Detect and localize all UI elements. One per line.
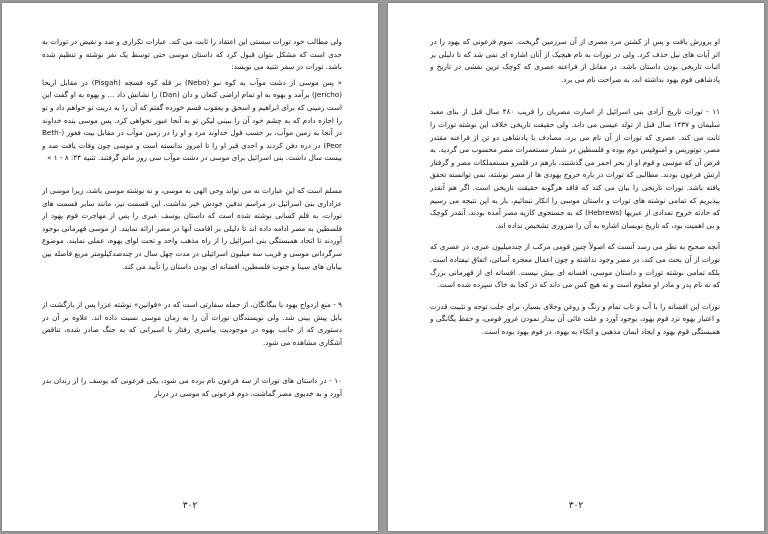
right-page-content: [430, 36, 720, 491]
paragraph: ولی مطالب خود تورات سستی این اعتقاد را ثابت می کند. عبارات تکراری و ضد و نقیض در تورات به حدی است که مشکل بتوان قبول کرد که داستان موسی حتی توسط یک نفر نوشته و تنظیم شده باشد. تورات در سفر تثنیه می نویسد:: [42, 37, 342, 72]
page-number: ۳۰۲: [182, 501, 198, 511]
paragraph: مسلم است که این عبارات نه می تواند وحی الهی به موسی، و نه نوشته موسی باشد، زیرا موسی از عزاداری بنی اسرائیل در مراسم تدفین خودش خبر نداشت. این قسمت نیز، مانند سایر قسمت های تورات، به قلم کسانی نوشته شده است که داستان یوسف عبری را پس از مهاجرت قوم یهود از فلسطین به مصر ادامه داده اند تا دلیلی بر اقامت آنها در مصر ارائه نمایند. از موسی قهرمانی بوجود آوردند تا اتحاد همبستگی بنی اسرائیل را از راه مذهب واحد و تحت لوای یهوه، عملی نمایند. موضوع سرگردانی موسی و قریب سه میلیون اسرائیلی در مدت چهل سال در چندصدکیلومتر مربع فاصله بین بیابان های سینا و جنوب فلسطین، افسانه ای بودن داستان را تأیید می کند.: [42, 185, 342, 271]
paragraph: « پس موسی از دشت موآب به کوه نبو (Nebo) بر قله کوه فسجه (Pisgah) در مقابل اریحا (Jericho) برآمد و یهوه به او تمام اراضی کنعان و دان (Dan) را نشانش داد ... و یهوه به او گفت این است زمینی که برای ابراهیم و اسحق و یعقوب قسم خورده گفتم که آن را به ذریت تو خواهم داد و تو را اجازه دادم که به چشم خود آن را ببینی لیکن تو به آنجا عبور نخواهی کرد. پس موسی بنده خداوند در آنجا به زمین موآب، بر حسب قول خداوند مرد و او را در زمین موآب در مقابل بیت فغور (Beth-Peor) در دره دفن کردند و احدی قبر او را تا امروز ندانسته است و موسی چون وفات یافت صد و بیست سال داشت. بنی اسرائیل برای موسی در دشت موآب سی روز ماتم گرفتند. تثنیه ۳۴: ۸ - ۱ »: [42, 77, 342, 163]
paragraph: آنچه صحیح به نظر می رسد آنست که اصولاً چنین قومی مرکب از چندمیلیون عبری، در عصری که تورات از آن بحث می کند، در مصر وجود نداشته و چون اعمال معجزه آسائی، اتفاق نیفتاده است. بلکه تمامی نوشته تورات و داستان موسی، افسانه ای بیش نیست. افسانه ای از قهرمانی بزرگ که نه نام پدر و مادر او معلوم است و نه هیچ کس می داند که در کجا به خاک سپرده شده است.: [430, 242, 720, 290]
page-number: ۳۰۲: [568, 501, 584, 511]
paragraph: ۱۱ - تورات تاریخ آزادی بنی اسرائیل از اسارت مصریان را قریب ۴۸۰ سال قبل از بنای معبد سلیمان و ۱۴۳۷ سال قبل از تولد عیسی می داند. ولی حقیقت تاریخی خلاف این نوشته تورات را ثابت می کند. عصری که تورات از آن نام می برد، مصادف با پادشاهی دو تن از فراعنه مقتدر مصر، توتوریس و امنوفیس دوم بوده و فلسطین در شمار مستعمرات مصر محسوب می گردید. به فرض آن که موسی و قوم او از بحر احمر می گذشتند، بازهم در قلمرو مستعملکات مصر و گرفتار ارتش فرعون بودند. مطالبی که تورات در باره خروج یهودی ها از مصر نوشته، نمی توانسته تحقق یافته باشد. تورات تاریخی را بیان می کند که فاقد هرگونه حقیقت تاریخی است. اگر هم آنقدر بپذیریم که تمامی نوشته های تورات و داستان موسی را انکار ننمائیم، باز به این نتیجه می رسیم که حادثه خروج تعدادی از عبریها (Hebrews) که به جستجوی کاریه مصر آمده بودند، آنقدر کوچک و بی اهمیت بود، که تاریخ نویسان اشاره به آن را ضروری تشخیص نداده اند.: [430, 107, 720, 230]
paragraph: ۱۰ - در داستان های تورات از سه فرعون نام برده می شود، یکی فرعونی که یوسف را از زندان بدر آورد و به خدیوی مصر گماشت. دوم فرعونی که موسی در دربار: [42, 376, 342, 399]
left-page-content: [42, 36, 342, 491]
right-page: [388, 3, 764, 531]
paragraph: تورات این افسانه را با آب و تاب تمام و رنگ و روغن وجلای بسیار، برای جلب توجه و تثبیت قدرت و اعتبار یهوه نزد قوم یهود، بوجود آورد و علت غائی آن بیدار نمودن غرور قومی، و حفظ یگانگی و همبستگی قوم یهود و ایجاد ایمان مذهبی و اتکاء به یهوه، در قوم یهود بوده است.: [430, 301, 720, 336]
paragraph: ۹ - منع ازدواج یهود با بیگانگان، از جمله سفارتی است که در «قوانین» نوشته عزرا پس از بازگشت از بابل پیش بینی شد. ولی نویسندگان تورات آن را به زمان موسی نسبت داده اند. علاوه بر آن در دستوری که از جانب یهوه در موجودیت پیامبری رفتار با اسیرانی که به جنگ صادر شده، تناقض آشکاری مشاهده می شود.: [42, 300, 342, 347]
left-page: [2, 3, 378, 531]
paragraph: او پرورش یافت و پس از کشتن مرد مصری از آن سرزمین گریخت. سوم فرعونی که یهود را در اثر آیات های نیل حذف کرد. ولی در تورات به نام هیچیک از آنان اشاره ای نمی شد که تا دلیلی بر اثبات تاریخی بودن داستان باشد. در مقابل از فراعنه عصری که کوچک ترین نقشی در تاریخ و پادشاهی قوم یهود نداشته اند، به صراحت نام می برد.: [430, 37, 720, 84]
